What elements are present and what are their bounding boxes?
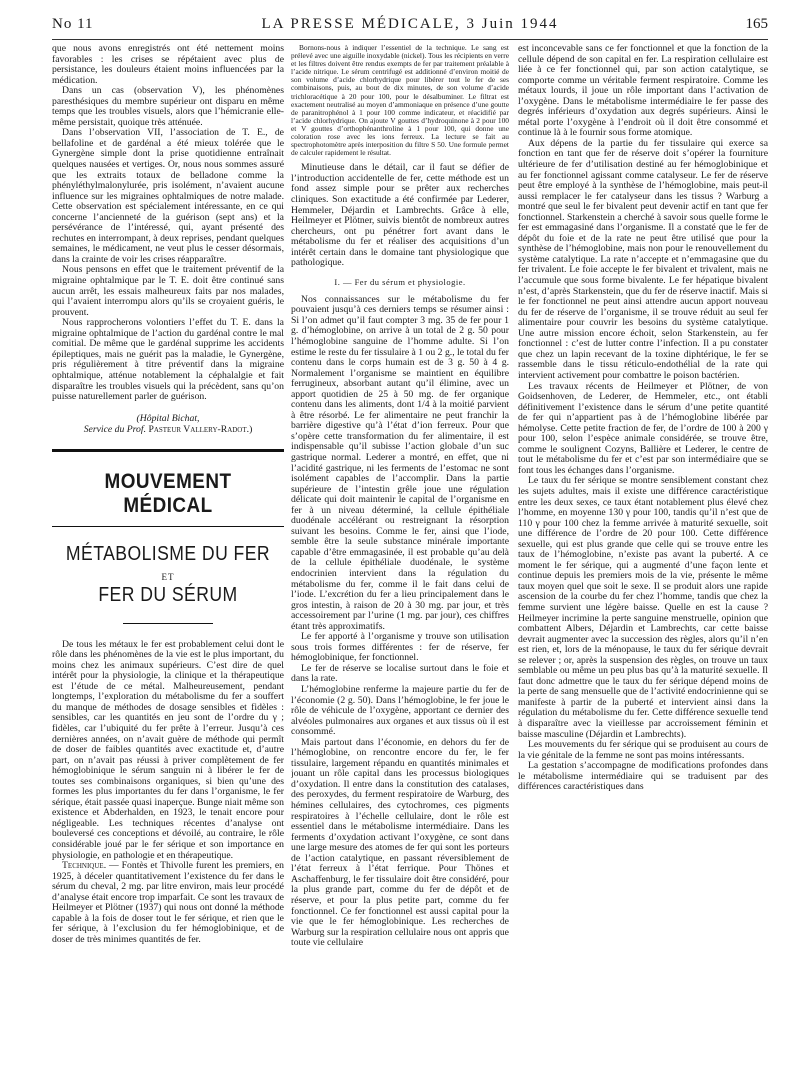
author-signature bbox=[52, 413, 284, 435]
signature-line: (Hôpital Bichat, bbox=[136, 412, 200, 424]
journal-title: LA PRESSE MÉDICALE, 3 Juin 1944 bbox=[261, 16, 559, 32]
section-title: MOUVEMENT MÉDICAL bbox=[104, 469, 232, 517]
subsection-heading: I. — Fer du sérum et physiologie. bbox=[334, 276, 466, 287]
column-1 bbox=[52, 44, 284, 1064]
paragraph: Minutieuse dans le détail, car il faut se défier de l’introduction accidentelle de fer, cette méthode est un fond assez simple pour se prêter aux recherches cliniques. Son exactitude a été confirmée par Lederer, Hemmeler, Déjardin et Lambrechts. Grâce à elle, Heilmeyer et Plötner, suivis bientôt de nombreux autres chercheurs, ont pu pénétrer fort avant dans le métabolisme du fer et réaliser des acquisitions d’un intérêt certain dans le domaine tant physiologique que pathologique. bbox=[291, 162, 509, 269]
paragraph: Les travaux récents de Heilmeyer et Plötner, de von Goidsenhoven, de Lederer, de Hemmeler, etc., ont établi définitivement l’existence dans le sérum d’une petite quantité de fer qui n’appartient pas à de l’hémoglobine libérée par hémolyse. Cette petite fraction de fer, de l’ordre de 100 à 200 γ pour 100, selon l’espèce animale considérée, se trouve être, comme le soulignent Cozyns, Ballière et Lederer, le centre de tout le métabolisme du fer et c’est par son intermédiaire que se font tous les échanges dans l’organisme. bbox=[518, 380, 768, 476]
paragraph: que nous avons enregistrés ont été nettement moins favorables : les crises se répétaient avec plus de persistance, les douleurs étaient moins influencées par la médication. bbox=[52, 44, 284, 86]
header-rule bbox=[52, 39, 768, 40]
article-title: MÉTABOLISME DU FER bbox=[65, 542, 271, 565]
title-underline bbox=[123, 623, 213, 624]
column-2 bbox=[291, 44, 509, 1064]
section-rule-bottom bbox=[52, 526, 284, 527]
paragraph: Nous rapprocherons volontiers l’effet du T. E. dans la migraine ophtalmique de l’action du gardénal contre le mal comitial. De même que le gardénal supprime les accidents épileptiques, mais ne guérit pas la maladie, le Gynergène, pris régulièrement à titre préventif dans la migraine ophtalmique, atténue notablement la céphalalgie et fait disparaître les troubles visuels qui la précèdent, sans qu’on puisse naturellement parler de guérison. bbox=[52, 317, 284, 403]
article-subtitle: FER DU SÉRUM bbox=[98, 583, 238, 606]
paragraph: Le fer apporté à l’organisme y trouve son utilisation sous trois formes différentes : fer de réserve, fer hémoglobinique, fer fonctionnel. bbox=[291, 631, 509, 664]
paragraph: La gestation s’accompagne de modifications profondes dans le métabolisme intermédiaire qui se traduisent par des différences caractéristiques dans bbox=[518, 760, 768, 793]
signature-line bbox=[52, 424, 284, 435]
paragraph: est inconcevable sans ce fer fonctionnel et que la fonction de la cellule dépend de son capital en fer. La respiration cellulaire est liée à ce fer fonctionnel qui, par son action catalytique, se comporte comme un véritable ferment respiratoire. Comme les métaux lourds, il joue un rôle important dans l’activation de l’oxygène. Dans le métabolisme intermédiaire le fer passe des degrés inférieurs d’oxydation aux degrés supérieurs. Ainsi le métal porte l’oxygène à l’endroit où il doit être consommé et continue là à le fournir sous forme atomique. bbox=[518, 44, 768, 139]
paragraph: Aux dépens de la partie du fer tissulaire qui exerce sa fonction en tant que fer de réserve doit s’opérer la fourniture ultérieure de fer d’utilisation destiné au fer hémoglobinique et au fer fonctionnel agissant comme catalyseur. Le fer de réserve peut être employé à la synthèse de l’hémoglobine, mais peut-il aussi remplacer le fer catalyseur dans les tissus ? Warburg a montré que seul le fer bivalent peut devenir actif en tant que fer fonctionnel. Starkenstein a cherché à savoir sous quelle forme le fer est emmagasiné dans l’organisme. Il a constaté que le fer de dépôt du foie et de la rate ne peut être utilisé que pour la synthèse de l’hémoglobine, mais non pour le renouvellement du système catalytique. La rate n’accepte et n’emmagasine que du fer trivalent. Le foie accepte le fer bivalent et trivalent, mais ne l’accumule que sous forme bivalente. Le fer hépatique bivalent n’est, d’après Starkenstein, que du fer de réserve inactif. Mais si le fer fonctionnel ne peut ainsi attendre aucun apport nouveau du fer de réserve de l’organisme, il se trouve réduit au seul fer alimentaire pour couvrir les besoins du système catalytique. Une autre mission encore échoit, selon Starkenstein, au fer fonctionnel : c’est de lutter contre l’infection. Il a pu constater que chez un lapin recevant de la toxine diphtérique, le fer se rassemble dans le tissu réticulo-endothélial de la rate qui intervient activement pour combattre le poison bactérien. bbox=[518, 137, 768, 381]
signature-prefix: Service du Prof. bbox=[83, 423, 149, 435]
article-title-conjunction: ET bbox=[161, 571, 175, 582]
technique-text: — Fontès et Thivolle furent les premiers, en 1925, à déceler quantitativement l’existence du fer dans le sérum du cheval, 2 mg. par litre environ, mais leur procédé d’analyse était encore trop imparfait. Ce sont les travaux de Heilmeyer et Plötner (1937) qui nous ont donné la méthode capable à la fois de doser tout le fer sérique, et rien que le fer sérique, à l’exclusion du fer hémoglobinique, et de doser de très minimes quantités de fer. bbox=[52, 860, 284, 945]
paragraph: Mais partout dans l’économie, en dehors du fer de l’hémoglobine, on rencontre encore du fer, le fer tissulaire, largement répandu en quantités minimales et jouant un rôle capital dans les processus biologiques d’oxydation. Il entre dans la constitution des catalases, des peroxydes, du ferment respiratoire de Warburg, des hémines cellulaires, des cytochromes, ces pigments respiratoires à l’échelle cellulaire, dont le rôle est essentiel dans le métabolisme intermédiaire. Dans les ferments d’oxydation activant l’oxygène, ce sont dans une large mesure des atomes de fer qui sont les porteurs de l’action catalytique, en passant réversiblement de l’état ferreux à l’état ferrique. Pour Thönes et Aschaffenburg, le fer tissulaire doit être considéré, pour la plus grande part, comme du fer de dépôt et de réserve, et pour la plus petite part, comme du fer fonctionnel. Ce fer fonctionnel est aussi capital pour la vie que le fer hémoglobinique. Les recherches de Warburg sur la respiration cellulaire nous ont appris que toute vie cellulaire bbox=[291, 736, 509, 949]
paragraph: Nos connaissances sur le métabolisme du fer pouvaient jusqu’à ces derniers temps se résumer ainsi : Si l’on admet qu’il faut compter 3 mg. 35 de fer pour 1 g. d’hémoglobine, on arrive à un total de 2 g. 50 pour l’hémoglobine sanguine de l’homme adulte. Si l’on estime le reste du fer tissulaire à 1 ou 2 g., le total du fer contenu dans le corps humain est de 3 g. 50 à 4 g. Normalement l’organisme se maintient en équilibre ferrugineux, absorbant autant qu’il élimine, avec un apport quotidien de 25 à 50 mg. de fer organique contenu dans les aliments, dont 1/4 à la moitié parvient à être résorbé. Le fer alimentaire ne peut franchir la barrière digestive qu’à l’état d’ion ferreux. Pour que s’opère cette transformation du fer alimentaire, il est indispensable qu’il subisse l’action globale d’un suc gastrique normal. Lederer a montré, en effet, que ni l’acidité gastrique, ni les ferments de l’estomac ne sont isolément capables de l’accomplir. Dans la partie supérieure de l’intestin grêle joue une régulation délicate qui doit maintenir le capital de l’organisme en fer à un niveau déterminé, la cellule épithéliale duodénale accélérant ou restreignant la résorption suivant les besoins. Comme le fer, ainsi que l’iode, semble être la seule substance minérale importante capable d’être emmagasinée, il est probable qu’au delà de la cellule épithéliale duodénale, le système endocrinien intervient dans la régulation du métabolisme du fer, comme il le fait dans celui de l’iode. L’excrétion du fer a lieu principalement dans le gros intestin, à raison de 20 à 30 mg. par jour, et très accessoirement par l’urine (1 mg. par jour), ces chiffres étant très approximatifs. bbox=[291, 293, 509, 632]
column-3 bbox=[518, 44, 768, 1064]
paragraph: Nous pensons en effet que le traitement préventif de la migraine ophtalmique par le T. E. doit être continué sans aucun arrêt, les essais malheureux faits par nos malades, qui l’avaient interrompu alors qu’ils se croyaient guéris, le prouvent. bbox=[52, 264, 284, 318]
technique-note bbox=[291, 44, 509, 157]
page-number: 165 bbox=[745, 16, 768, 32]
small-paragraph: Bornons-nous à indiquer l’essentiel de la technique. Le sang est prélevé avec une aiguille inoxydable (nickel). Tous les récipients en verre et les filtres doivent être rendus exempts de fer par traitement préalable à l’acide nitrique. Le sérum centrifugé est additionné d’environ moitié de son volume d’acide chlorhydrique pour libérer tout le fer de ses combinaisons, puis, au bout de dix minutes, de son volume d’acide trichloracétique à 20 pour 100, pour le désalbuminer. Le filtrat est exactement neutralisé au moyen d’ammoniaque en présence d’une goutte de paranitrophénol à 1 pour 100 comme indicateur, et réacidifié par l’acide chlorhydrique. On ajoute V gouttes d’hydroquinone à 2 pour 100 et V gouttes d’orthophénanthroline à 1 pour 100, qui donne une coloration rose avec les ions ferreux. La lecture se fait au spectrophotomètre après interposition du filtre S 50. Une formule permet de calculer rapidement le résultat. bbox=[291, 44, 509, 158]
paragraph: Dans l’observation VII, l’association de T. E., de bellafoline et de gardénal a été mieux tolérée que le Gynergène simple dont la prise quotidienne entraînait quelques nausées et vertiges. Or, nous nous sommes assuré que les extraits totaux de belladone comme la phényléthylmalonylurée, pris isolément, n’avaient aucune influence sur les migraines ophtalmiques de notre malade. Cette observation est spécialement intéressante, en ce qui concerne l’ancienneté de la guérison (sept ans) et la persévérance de l’intéressé, qui, ayant présenté des rechutes en interrompant, à deux reprises, pendant quelques semaines, le médicament, ne veut plus le cesser désormais, dans la crainte de voir les crises réapparaître. bbox=[52, 127, 284, 265]
paragraph: Le fer de réserve se localise surtout dans le foie et dans la rate. bbox=[291, 662, 509, 685]
paragraph: L’hémoglobine renferme la majeure partie du fer de l’économie (2 g. 50). Dans l’hémoglobine, le fer joue le rôle de véhicule de l’oxygène, apportant ce dernier des alvéoles pulmonaires aux organes et aux tissus où il est consommé. bbox=[291, 684, 509, 738]
technique-lead: Technique. bbox=[62, 860, 107, 872]
signature-name: Pasteur Vallery-Radot.) bbox=[148, 423, 253, 435]
paragraph: Le taux du fer sérique se montre sensiblement constant chez les sujets adultes, mais il existe une différence caractéristique entre les deux sexes, ce taux étant notablement plus élevé chez l’homme, en moyenne 130 γ pour 100, tandis qu’il n’est que de 110 γ pour 100 chez la femme arrivée à maturité sexuelle, soit une différence de l’ordre de 20 pour 100. Cette différence sexuelle, qui est plus grande que celle qui se trouve entre les taux de l’hémoglobine, n’existe pas avant la puberté. A ce moment le fer sérique, qui a augmenté d’une façon lente et continue depuis les premiers mois de la vie, présente le même taux moyen quel que soit le sexe. Il se produit alors une rapide ascension de la courbe du fer chez l’homme, tandis que chez la femme survient une légère baisse. Quelle en est la cause ? Heilmeyer incrimine la perte sanguine menstruelle, opinion que combattent Albers, Déjardin et Lambrechts, car cette baisse devrait augmenter avec la succession des règles, alors qu’il n’en est rien, et, lors de la ménopause, le taux du fer sérique devrait se relever ; or, après la suspension des règles, on trouve un taux semblable ou même un peu plus bas qu’à la maturité sexuelle. Il faut donc admettre que le taux du fer sérique dépend moins de la perte de sang mensuelle que de l’activité endocrinienne qui se manifeste à partir de la puberté et intervient ainsi dans la régulation du métabolisme du fer. Cette différence sexuelle tend à disparaître avec la vieillesse par accroissement féminin et baisse masculine (Déjardin et Lambrechts). bbox=[518, 475, 768, 740]
paragraph: Les mouvements du fer sérique qui se produisent au cours de la vie génitale de la femme ne sont pas moins intéressants. bbox=[518, 739, 768, 761]
paragraph: Dans un cas (observation V), les phénomènes paresthésiques du membre supérieur ont disparu en même temps que les troubles visuels, alors que l’hémicranie elle-même persistait, quoique très atténuée. bbox=[52, 85, 284, 128]
running-header bbox=[52, 16, 768, 38]
section-rule-top bbox=[52, 449, 284, 452]
paragraph: De tous les métaux le fer est probablement celui dont le rôle dans les phénomènes de la vie est le plus important, du moins chez les animaux supérieurs. C’est dire de quel intérêt pour la physiologie, la clinique et la thérapeutique est l’étude de ce métal. Malheureusement, pendant longtemps, l’exploration du métabolisme du fer a souffert du manque de méthodes de dosage sensibles et fidèles : sensibles, car les quantités en jeu sont de l’ordre du γ ; fidèles, car l’ubiquité du fer prête à l’erreur. Jusqu’à ces dernières années, on n’avait guère de méthode qui permît de doser de faibles quantités avec exactitude et, d’autre part, on n’avait pas réussi à priver complètement de fer hémoglobinique le sérum sanguin ni à libérer le fer de toutes ses combinaisons organiques, si bien qu’une des formes les plus importantes du fer dans l’organisme, le fer sérique, était passée quasi inaperçue. Bunge niait même son existence et Abderhalden, en 1923, le tenait encore pour négligeable. Les techniques récentes d’analyse ont bouleversé ces conceptions et dévoilé, au contraire, le rôle considérable joué par le fer sérique et son importance en physiologie, en pathologie et en thérapeutique. bbox=[52, 638, 284, 861]
issue-number: No 11 bbox=[52, 16, 94, 32]
paragraph bbox=[52, 861, 284, 945]
